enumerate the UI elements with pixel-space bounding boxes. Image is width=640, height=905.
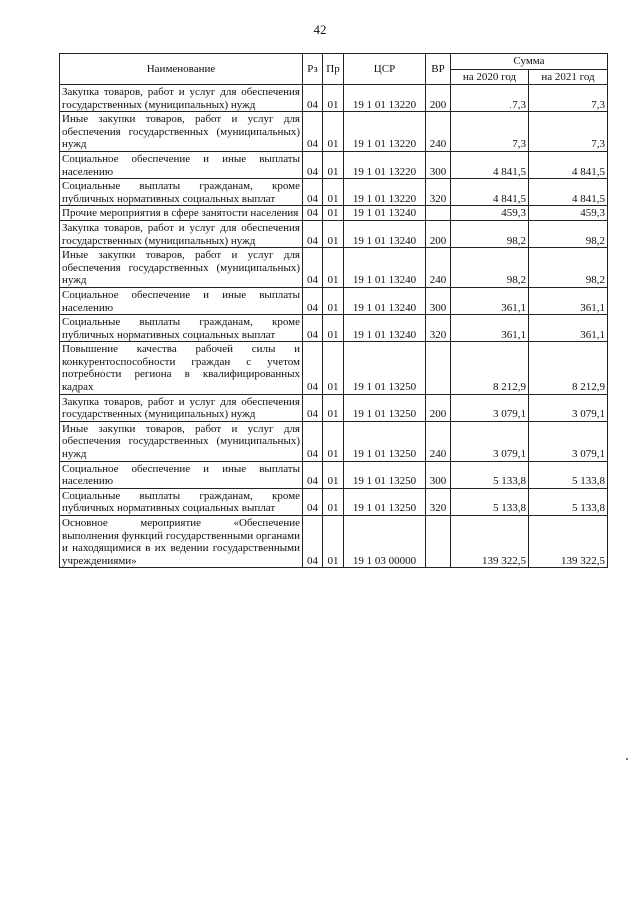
- cell-vr: 300: [426, 461, 451, 488]
- cell-csr: 19 1 01 13250: [344, 342, 426, 394]
- budget-table: [59, 53, 608, 568]
- cell-sum-2020: 139 322,5: [451, 516, 529, 568]
- cell-rz: 04: [303, 287, 323, 314]
- cell-name: Иные закупки товаров, работ и услуг для обеспечения государственных (муниципальных) нужд: [60, 112, 303, 152]
- cell-sum-2020: 98,2: [451, 248, 529, 288]
- table-row: [60, 342, 608, 394]
- cell-sum-2021: 7,3: [529, 112, 608, 152]
- cell-sum-2021: 4 841,5: [529, 179, 608, 206]
- header-csr: ЦСР: [344, 54, 426, 85]
- cell-sum-2021: 5 133,8: [529, 488, 608, 515]
- cell-pr: 01: [323, 287, 344, 314]
- cell-csr: 19 1 01 13250: [344, 394, 426, 421]
- header-pr: Пр: [323, 54, 344, 85]
- cell-name: Закупка товаров, работ и услуг для обеспечения государственных (муниципальных) нужд: [60, 394, 303, 421]
- cell-name: Закупка товаров, работ и услуг для обеспечения государственных (муниципальных) нужд: [60, 85, 303, 112]
- cell-pr: 01: [323, 179, 344, 206]
- cell-rz: 04: [303, 179, 323, 206]
- header-name: Наименование: [60, 54, 303, 85]
- cell-csr: 19 1 01 13220: [344, 151, 426, 178]
- table-row: [60, 461, 608, 488]
- cell-rz: 04: [303, 488, 323, 515]
- cell-csr: 19 1 01 13250: [344, 421, 426, 461]
- cell-sum-2020: 459,3: [451, 206, 529, 221]
- table-header: [60, 54, 608, 85]
- header-sum: Сумма: [451, 54, 608, 70]
- table-row: [60, 112, 608, 152]
- cell-vr: 200: [426, 85, 451, 112]
- table-row: [60, 421, 608, 461]
- cell-csr: 19 1 01 13240: [344, 206, 426, 221]
- cell-name: Иные закупки товаров, работ и услуг для обеспечения государственных (муниципальных) нужд: [60, 421, 303, 461]
- cell-name: Закупка товаров, работ и услуг для обеспечения государственных (муниципальных) нужд: [60, 220, 303, 247]
- cell-name: Социальные выплаты гражданам, кроме публичных нормативных социальных выплат: [60, 488, 303, 515]
- cell-pr: 01: [323, 488, 344, 515]
- cell-vr: 240: [426, 421, 451, 461]
- table-row: [60, 151, 608, 178]
- cell-sum-2021: 459,3: [529, 206, 608, 221]
- table-row: [60, 516, 608, 568]
- cell-rz: 04: [303, 151, 323, 178]
- cell-sum-2021: 98,2: [529, 220, 608, 247]
- cell-csr: 19 1 01 13220: [344, 179, 426, 206]
- table-row: [60, 315, 608, 342]
- cell-pr: 01: [323, 220, 344, 247]
- table-row: [60, 394, 608, 421]
- cell-name: Повышение качества рабочей силы и конкурентоспособности граждан с учетом потребности региона в квалифицированных кадрах: [60, 342, 303, 394]
- cell-sum-2021: 3 079,1: [529, 394, 608, 421]
- cell-sum-2021: 4 841,5: [529, 151, 608, 178]
- table-row: [60, 287, 608, 314]
- cell-sum-2020: 5 133,8: [451, 461, 529, 488]
- cell-csr: 19 1 01 13240: [344, 248, 426, 288]
- cell-rz: 04: [303, 85, 323, 112]
- table-row: [60, 206, 608, 221]
- scan-speck: [510, 107, 511, 108]
- cell-csr: 19 1 01 13220: [344, 112, 426, 152]
- cell-rz: 04: [303, 342, 323, 394]
- cell-pr: 01: [323, 421, 344, 461]
- cell-sum-2020: 5 133,8: [451, 488, 529, 515]
- cell-sum-2020: 361,1: [451, 287, 529, 314]
- cell-sum-2021: 361,1: [529, 315, 608, 342]
- cell-sum-2021: 7,3: [529, 85, 608, 112]
- cell-pr: 01: [323, 461, 344, 488]
- cell-csr: 19 1 01 13240: [344, 220, 426, 247]
- cell-pr: 01: [323, 112, 344, 152]
- cell-sum-2020: 3 079,1: [451, 394, 529, 421]
- header-vr: ВР: [426, 54, 451, 85]
- table-row: [60, 85, 608, 112]
- cell-csr: 19 1 01 13250: [344, 488, 426, 515]
- page-number: 42: [313, 22, 327, 37]
- cell-pr: 01: [323, 342, 344, 394]
- scan-dot: [626, 758, 628, 760]
- cell-sum-2021: 361,1: [529, 287, 608, 314]
- cell-vr: [426, 342, 451, 394]
- header-year-2021: на 2021 год: [529, 70, 608, 85]
- cell-sum-2020: 98,2: [451, 220, 529, 247]
- cell-pr: 01: [323, 516, 344, 568]
- cell-rz: 04: [303, 315, 323, 342]
- cell-name: Социальное обеспечение и иные выплаты населению: [60, 287, 303, 314]
- cell-name: Основное мероприятие «Обеспечение выполнения функций государственными органами и находящимися в их ведении государственными учреждениями»: [60, 516, 303, 568]
- cell-csr: 19 1 01 13220: [344, 85, 426, 112]
- cell-name: Иные закупки товаров, работ и услуг для обеспечения государственных (муниципальных) нужд: [60, 248, 303, 288]
- cell-vr: 200: [426, 394, 451, 421]
- cell-csr: 19 1 01 13240: [344, 287, 426, 314]
- cell-pr: 01: [323, 394, 344, 421]
- cell-sum-2021: 98,2: [529, 248, 608, 288]
- cell-sum-2020: 4 841,5: [451, 179, 529, 206]
- cell-sum-2021: 5 133,8: [529, 461, 608, 488]
- cell-rz: 04: [303, 461, 323, 488]
- cell-sum-2020: 7,3: [451, 85, 529, 112]
- table-row: [60, 179, 608, 206]
- cell-vr: 240: [426, 248, 451, 288]
- cell-vr: 300: [426, 151, 451, 178]
- cell-vr: 240: [426, 112, 451, 152]
- header-year-2020: на 2020 год: [451, 70, 529, 85]
- cell-rz: 04: [303, 421, 323, 461]
- cell-sum-2020: 3 079,1: [451, 421, 529, 461]
- cell-sum-2020: 4 841,5: [451, 151, 529, 178]
- table-body: [60, 85, 608, 568]
- cell-sum-2020: 8 212,9: [451, 342, 529, 394]
- cell-name: Социальные выплаты гражданам, кроме публичных нормативных социальных выплат: [60, 179, 303, 206]
- cell-rz: 04: [303, 112, 323, 152]
- cell-name: Социальные выплаты гражданам, кроме публичных нормативных социальных выплат: [60, 315, 303, 342]
- table-row: [60, 220, 608, 247]
- cell-pr: 01: [323, 85, 344, 112]
- cell-rz: 04: [303, 394, 323, 421]
- cell-sum-2020: 7,3: [451, 112, 529, 152]
- cell-sum-2021: 3 079,1: [529, 421, 608, 461]
- cell-vr: 320: [426, 315, 451, 342]
- cell-pr: 01: [323, 151, 344, 178]
- cell-csr: 19 1 01 13240: [344, 315, 426, 342]
- table-row: [60, 488, 608, 515]
- cell-pr: 01: [323, 248, 344, 288]
- cell-vr: [426, 206, 451, 221]
- cell-vr: 300: [426, 287, 451, 314]
- cell-name: Социальное обеспечение и иные выплаты населению: [60, 461, 303, 488]
- cell-vr: 320: [426, 179, 451, 206]
- cell-vr: [426, 516, 451, 568]
- table-row: [60, 248, 608, 288]
- cell-name: Прочие мероприятия в сфере занятости населения: [60, 206, 303, 221]
- cell-sum-2021: 8 212,9: [529, 342, 608, 394]
- cell-rz: 04: [303, 206, 323, 221]
- cell-csr: 19 1 01 13250: [344, 461, 426, 488]
- cell-name: Социальное обеспечение и иные выплаты населению: [60, 151, 303, 178]
- cell-pr: 01: [323, 206, 344, 221]
- header-rz: Рз: [303, 54, 323, 85]
- cell-sum-2021: 139 322,5: [529, 516, 608, 568]
- cell-vr: 320: [426, 488, 451, 515]
- cell-rz: 04: [303, 220, 323, 247]
- cell-vr: 200: [426, 220, 451, 247]
- cell-pr: 01: [323, 315, 344, 342]
- cell-rz: 04: [303, 516, 323, 568]
- cell-csr: 19 1 03 00000: [344, 516, 426, 568]
- cell-sum-2020: 361,1: [451, 315, 529, 342]
- cell-rz: 04: [303, 248, 323, 288]
